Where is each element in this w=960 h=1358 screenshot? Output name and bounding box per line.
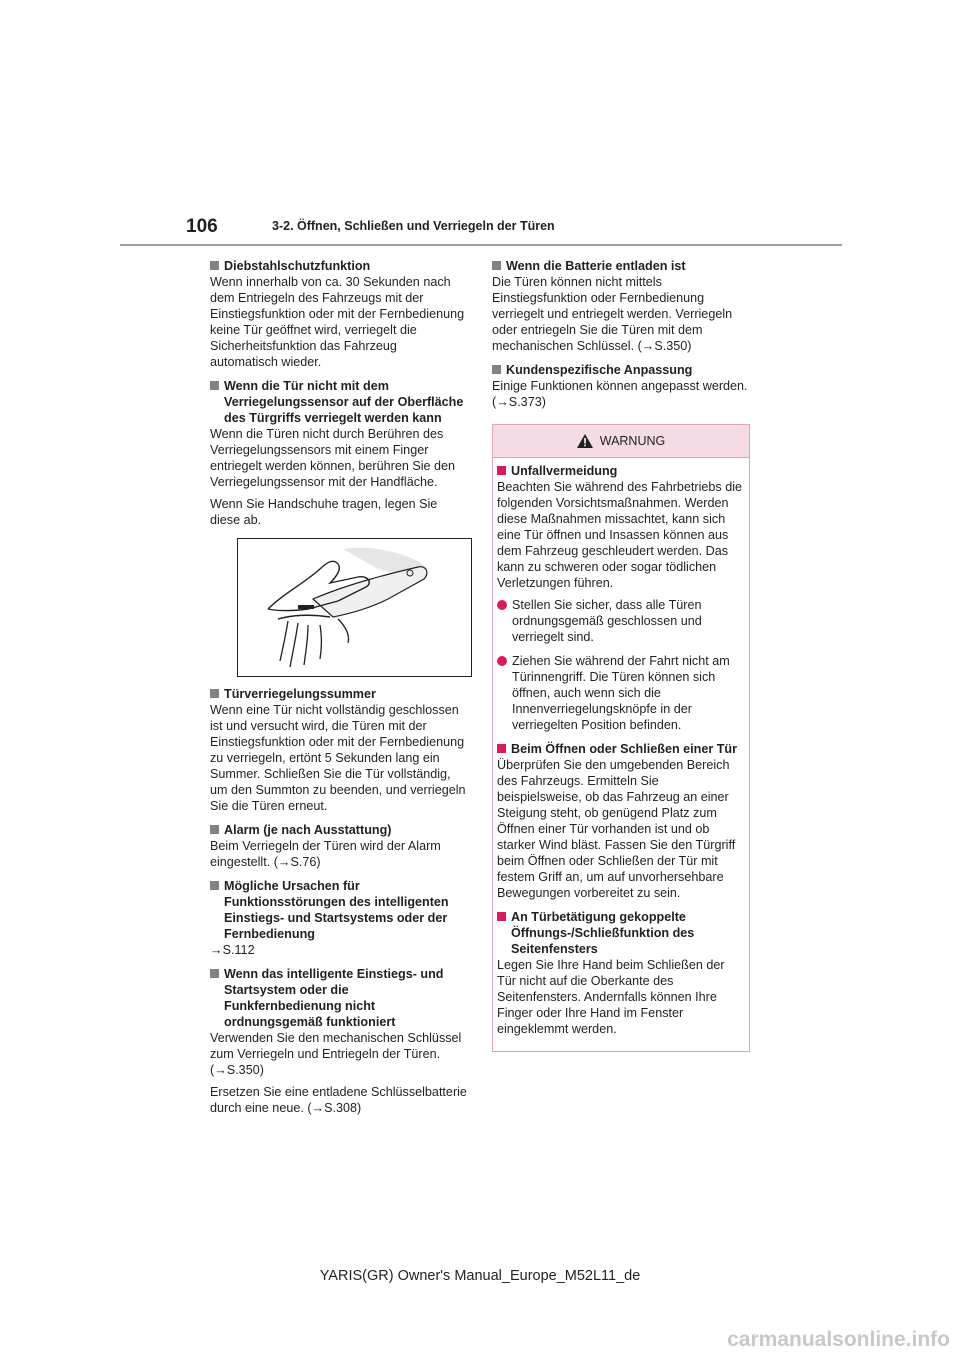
section-lock-sensor xyxy=(210,378,468,528)
watermark: carmanualsonline.info xyxy=(727,1328,950,1351)
warning-text: Überprüfen Sie den umgebenden Bereich des Fahrzeugs. Ermitteln Sie beispielsweise, ob das Fahrzeug an einer Steigung steht, ob genügend Platz zum Öffnen einer Tür vorhanden ist und ob starker Wind bläst. Fassen Sie den Türgriff beim Öffnen oder Schließen der Tür mit festem Griff an, um auf unvorhersehbare Bewegungen vorbereitet zu sein. xyxy=(497,758,736,900)
section-heading: Diebstahlschutzfunktion xyxy=(224,259,371,273)
warning-text: Legen Sie Ihre Hand beim Schließen der Tür nicht auf die Oberkante des Seitenfensters. Andernfalls können Ihre Finger oder Ihre Hand im Fenster eingeklemmt werden. xyxy=(497,958,725,1036)
square-bullet-icon xyxy=(210,825,219,834)
warning-title: WARNUNG xyxy=(599,434,666,448)
warning-section-door xyxy=(497,741,745,901)
square-bullet-icon xyxy=(210,689,219,698)
square-bullet-icon xyxy=(492,261,501,270)
section-heading: Wenn das intelligente Einstiegs- und Startsystem oder die Funkfernbedienung nicht ordnungsgemäß funktioniert xyxy=(224,967,444,1029)
section-text: Wenn Sie Handschuhe tragen, legen Sie diese ab. xyxy=(210,497,438,527)
section-battery xyxy=(492,258,750,354)
section-buzzer xyxy=(210,686,468,814)
left-column xyxy=(210,258,468,1124)
round-bullet-icon xyxy=(497,656,507,666)
square-bullet-icon xyxy=(492,365,501,374)
section-system-fail xyxy=(210,966,468,1116)
warning-bullet xyxy=(497,653,745,733)
bullet-text: Stellen Sie sicher, dass alle Türen ordnungsgemäß geschlossen und verriegelt sind. xyxy=(512,598,702,644)
square-bullet-icon xyxy=(210,381,219,390)
warning-header xyxy=(493,425,749,458)
warning-heading: An Türbetätigung gekoppelte Öffnungs-/Schließfunktion des Seitenfensters xyxy=(511,910,695,956)
header-rule xyxy=(120,244,842,246)
warning-section-accident xyxy=(497,463,745,733)
warning-box xyxy=(492,424,750,1052)
section-heading: Kundenspezifische Anpassung xyxy=(506,363,693,377)
warning-heading: Beim Öffnen oder Schließen einer Tür xyxy=(511,742,738,756)
warning-bullet xyxy=(497,597,745,645)
square-bullet-icon xyxy=(497,466,506,475)
warning-text: Beachten Sie während des Fahrbetriebs die folgenden Vorsichtsmaßnahmen. Werden diese Maßnahmen missachtet, kann sich eine Tür öffnen und Insassen können aus dem Fahrzeug geschleudert werden. Das kann zu schweren oder sogar tödlichen Verletzungen führen. xyxy=(497,480,743,590)
section-text: Beim Verriegeln der Türen wird der Alarm eingestellt. (→S.76) xyxy=(210,839,441,869)
section-malfunction-causes xyxy=(210,878,468,958)
square-bullet-icon xyxy=(210,261,219,270)
section-text: →S.112 xyxy=(210,943,255,957)
section-antitheft xyxy=(210,258,468,370)
section-heading: Türverriegelungssummer xyxy=(224,687,376,701)
section-title: 3-2. Öffnen, Schließen und Verriegeln der Türen xyxy=(272,219,555,233)
warning-heading: Unfallvermeidung xyxy=(511,464,618,478)
warning-triangle-icon xyxy=(577,434,593,448)
square-bullet-icon xyxy=(497,744,506,753)
square-bullet-icon xyxy=(210,969,219,978)
hand-on-door-handle-illustration xyxy=(237,538,472,677)
section-customization xyxy=(492,362,750,410)
section-text: Wenn innerhalb von ca. 30 Sekunden nach dem Entriegeln des Fahrzeugs mit der Einstiegsfunktion oder mit der Fernbedienung keine Tür geöffnet wird, verriegelt die Sicherheitsfunktion das Fahrzeug automatisch wieder. xyxy=(210,275,465,369)
section-heading: Mögliche Ursachen für Funktionsstörungen des intelligenten Einstiegs- und Startsystems oder der Fernbedienung xyxy=(224,879,449,941)
section-text: Wenn eine Tür nicht vollständig geschlossen ist und versucht wird, die Türen mit der Einstiegsfunktion oder mit der Fernbedienung zu verriegeln, ertönt 5 Sekunden lang ein Summer. Schließen Sie die Tür vollständig, um den Summton zu beenden, und verriegeln Sie die Türen erneut. xyxy=(210,703,466,813)
round-bullet-icon xyxy=(497,600,507,610)
section-text: Die Türen können nicht mittels Einstiegsfunktion oder Fernbedienung verriegelt und entriegelt werden. Verriegeln oder entriegeln Sie die Türen mit dem mechanischen Schlüssel. (→S.350) xyxy=(492,275,733,353)
footer-text: YARIS(GR) Owner's Manual_Europe_M52L11_de xyxy=(319,1268,641,1284)
square-bullet-icon xyxy=(210,881,219,890)
section-text: Verwenden Sie den mechanischen Schlüssel zum Verriegeln und Entriegeln der Türen. (→S.350) xyxy=(210,1031,462,1077)
section-text: Wenn die Türen nicht durch Berühren des Verriegelungssensors mit einem Finger entriegelt werden können, berühren Sie den Verriegelungssensor mit der Handfläche. xyxy=(210,427,456,489)
section-heading: Wenn die Tür nicht mit dem Verriegelungssensor auf der Oberfläche des Türgriffs verriegelt werden kann xyxy=(224,379,464,425)
page-number: 106 xyxy=(186,216,218,237)
warning-section-window xyxy=(497,909,745,1037)
right-column xyxy=(492,258,750,1052)
section-text: Einige Funktionen können angepasst werden. (→S.373) xyxy=(492,379,748,409)
section-text: Ersetzen Sie eine entladene Schlüsselbatterie durch eine neue. (→S.308) xyxy=(210,1085,467,1115)
section-heading: Wenn die Batterie entladen ist xyxy=(506,259,686,273)
square-bullet-icon xyxy=(497,912,506,921)
section-alarm xyxy=(210,822,468,870)
bullet-text: Ziehen Sie während der Fahrt nicht am Türinnengriff. Die Türen können sich öffnen, auch wenn sich die Innenverriegelungsknöpfe in der verriegelten Position befinden. xyxy=(512,654,730,732)
section-heading: Alarm (je nach Ausstattung) xyxy=(224,823,392,837)
